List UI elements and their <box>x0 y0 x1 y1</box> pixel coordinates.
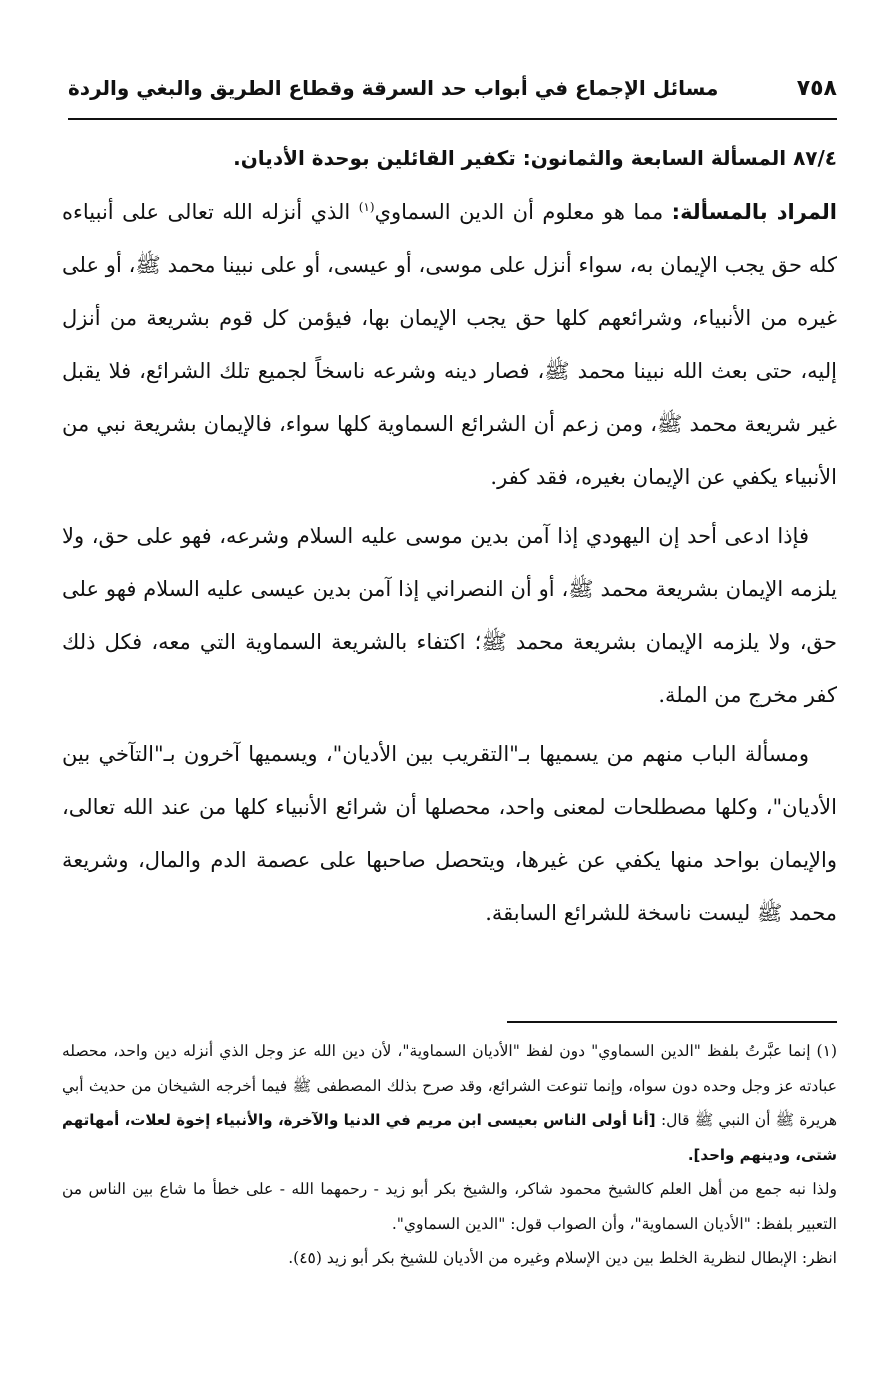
footnote-reference: (١) <box>358 200 375 214</box>
page-number: ٧٥٨ <box>796 75 837 101</box>
paragraph-terminology: ومسألة الباب منهم من يسميها بـ"التقريب بين الأديان"، ويسميها آخرون بـ"التآخي بين الأديان"، وكلها مصطلحات لمعنى واحد، محصلها أن شرائع الأنبياء كلها من عند الله تعالى، والإيمان بواحد منها يكفي عن غيرها، ويتحصل صاحبها على عصمة الدم والمال، وشريعة محمد ﷺ ليست ناسخة للشرائع السابقة. <box>62 742 837 925</box>
paragraph-intent <box>62 186 837 504</box>
footnote-1-reference: انظر: الإبطال لنظرية الخلط بين دين الإسلام وغيره من الأديان للشيخ بكر أبو زيد (٤٥). <box>288 1249 837 1267</box>
paragraph-text: الذي أنزله الله تعالى على أنبياءه كله حق يجب الإيمان به، سواء أنزل على موسى، أو عيسى، أو على نبينا محمد ﷺ، أو على غيره من الأنبياء، وشرائعهم كلها حق يجب الإيمان بها، فيؤمن كل قوم بشريعة من أنزل إليه، حتى بعث الله نبينا محمد ﷺ، فصار دينه وشرعه ناسخاً لجميع تلك الشرائع، فلا يقبل غير شريعة محمد ﷺ، ومن زعم أن الشرائع السماوية كلها سواء، فالإيمان بشريعة نبي من الأنبياء يكفي عن الإيمان بغيره، فقد كفر. <box>62 200 837 489</box>
paragraph-text: مما هو معلوم أن الدين السماوي <box>374 200 672 224</box>
footnote-hadith: [أنا أولى الناس بعيسى ابن مريم في الدنيا والآخرة، والأنبياء إخوة لعلات، أمهاتهم شتى، ودينهم واحد]. <box>62 1111 837 1164</box>
main-text <box>62 134 837 946</box>
section-heading: ٨٧/٤ المسألة السابعة والثمانون: تكفير القائلين بوحدة الأديان. <box>233 146 837 170</box>
footnote-text: إنما عبَّرتُ بلفظ "الدين السماوي" دون لفظ "الأديان السماوية"، لأن دين الله عز وجل الذي أنزله دين واحد، محصله عبادته عز وجل وحده دون سواه، وإنما تنوعت الشرائع، وقد صرح بذلك المصطفى ﷺ فيما أخرجه الشيخان من حديث أبي هريرة ﷺ أن النبي ﷺ قال: <box>62 1042 837 1129</box>
header-rule <box>68 118 837 120</box>
footnote-marker: (١) <box>816 1042 837 1060</box>
running-header <box>68 62 837 114</box>
footnotes <box>62 1034 837 1276</box>
footnote-1 <box>62 1034 837 1172</box>
footnote-1-continued: ولذا نبه جمع من أهل العلم كالشيخ محمود شاكر، والشيخ بكر أبو زيد - رحمهما الله - على خطأ ما شاع بين الناس من التعبير بلفظ: "الأديان السماوية"، وأن الصواب قول: "الدين السماوي". <box>62 1180 837 1233</box>
running-title: مسائل الإجماع في أبواب حد السرقة وقطاع الطريق والبغي والردة <box>68 76 719 100</box>
paragraph-lead: المراد بالمسألة: <box>671 200 837 224</box>
paragraph-claim: فإذا ادعى أحد إن اليهودي إذا آمن بدين موسى عليه السلام وشرعه، فهو على حق، ولا يلزمه الإيمان بشريعة محمد ﷺ، أو أن النصراني إذا آمن بدين عيسى عليه السلام فهو على حق، ولا يلزمه الإيمان بشريعة محمد ﷺ؛ اكتفاء بالشريعة السماوية التي معه، فكل ذلك كفر مخرج من الملة. <box>62 524 837 707</box>
footnote-rule <box>507 1021 837 1023</box>
